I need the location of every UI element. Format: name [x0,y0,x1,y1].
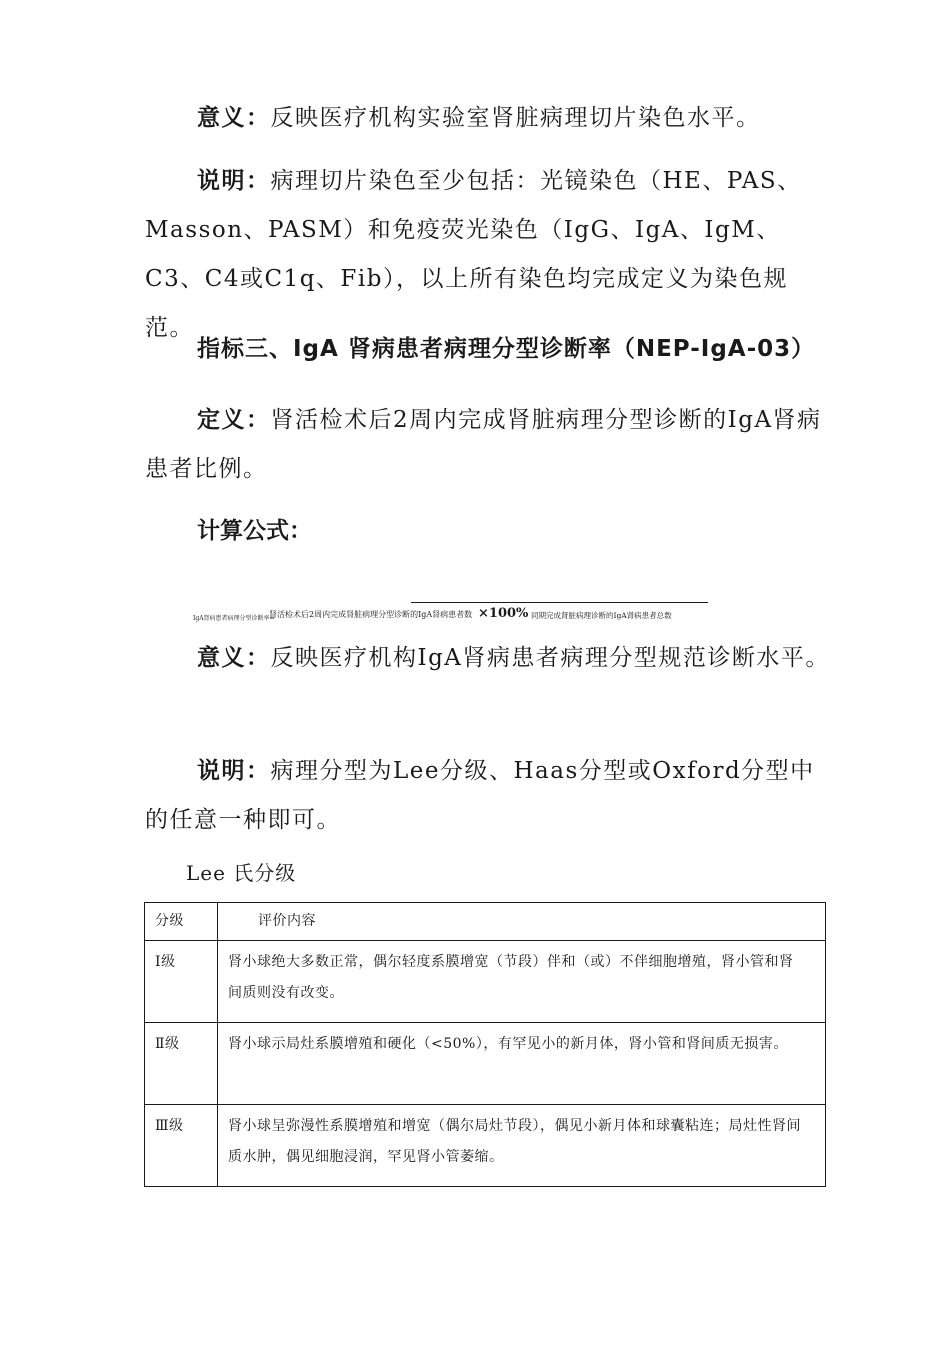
table-row [145,1023,826,1105]
note-text: 病理分型为Lee分级、Haas分型或Oxford分型中的任意一种即可。 [145,758,815,833]
formula-label: 计算公式： [197,518,312,544]
definition-text: 肾活检术后2周内完成肾脏病理分型诊断的IgA肾病患者比例。 [145,407,822,482]
fraction-line [411,602,708,603]
table-row [145,1105,826,1187]
content-cell: 肾小球绝大多数正常，偶尔轻度系膜增宽（节段）伴和（或）不伴细胞增殖，肾小管和肾间质则没有改变。 [218,941,826,1023]
header-content: 评价内容 [218,903,826,941]
formula-numerator: 肾活检术后2周内完成肾脏病理分型诊断的IgA肾病患者数 [269,610,473,619]
definition-label: 定义： [197,407,271,433]
significance-text: 反映医疗机构IgA肾病患者病理分型规范诊断水平。 [270,645,830,671]
significance-label: 意义： [197,105,271,131]
formula-multiplier: ×100% [478,606,529,621]
table-header-row [145,903,826,941]
grade-cell: Ⅱ级 [145,1023,218,1105]
note-label: 说明： [197,168,271,194]
header-grade: 分级 [145,903,218,941]
section2-significance [145,94,835,143]
section3-significance [145,634,835,683]
lee-grading-table [144,902,826,1187]
table-row [145,941,826,1023]
formula [193,596,753,626]
indicator-three-heading: 指标三、IgA 肾病患者病理分型诊断率（NEP-IgA-03） [197,336,816,362]
section3-definition [145,396,835,494]
formula-lhs: IgA肾病患者病理分型诊断率= [193,615,275,622]
formula-denominator: 同期完成肾脏病理诊断的IgA肾病患者总数 [531,611,672,620]
note-text: 病理切片染色至少包括：光镜染色（HE、PAS、Masson、PASM）和免疫荧光染色（IgG、IgA、IgM、C3、C4或C1q、Fib），以上所有染色均完成定义为染色规范。 [145,168,802,341]
content-cell: 肾小球呈弥漫性系膜增殖和增宽（偶尔局灶节段），偶见小新月体和球囊粘连；局灶性肾间质水肿，偶见细胞浸润，罕见肾小管萎缩。 [218,1105,826,1187]
table-caption: Lee 氏分级 [186,861,297,885]
grade-cell: Ⅲ级 [145,1105,218,1187]
grade-cell: Ⅰ级 [145,941,218,1023]
significance-label: 意义： [197,645,271,671]
section2-note [145,157,835,353]
note-label: 说明： [197,758,271,784]
content-cell: 肾小球示局灶系膜增殖和硬化（<50%），有罕见小的新月体，肾小管和肾间质无损害。 [218,1023,826,1105]
significance-text: 反映医疗机构实验室肾脏病理切片染色水平。 [270,105,761,131]
section3-note [145,747,835,845]
